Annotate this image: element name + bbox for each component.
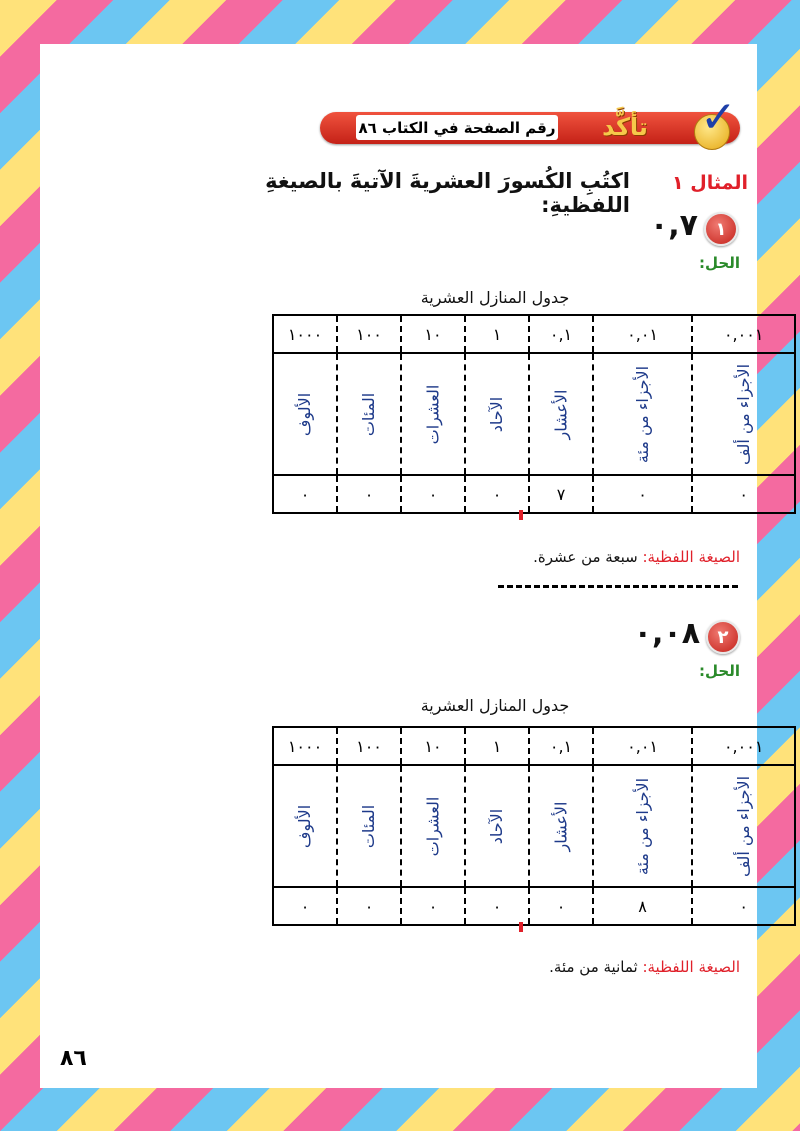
header-cell: ١٠٠٠ xyxy=(273,727,337,765)
header-cell: ٠,١ xyxy=(529,727,593,765)
problem-number-badge: ١ xyxy=(704,212,738,246)
place-value-table xyxy=(272,314,796,514)
place-name-cell xyxy=(529,765,593,887)
header-cell: ٠,٠١ xyxy=(593,315,692,353)
place-name-cell xyxy=(273,765,337,887)
place-name-cell xyxy=(337,765,401,887)
place-name-cell xyxy=(593,353,692,475)
place-name-cell xyxy=(593,765,692,887)
place-name-cell xyxy=(692,353,795,475)
word-form-label: الصيغة اللفظية: xyxy=(642,548,740,566)
solution-label: الحل: xyxy=(699,662,740,680)
digit-cell: ٠ xyxy=(593,475,692,513)
header-cell: ١٠٠ xyxy=(337,727,401,765)
header-cell: ١٠ xyxy=(401,727,465,765)
decimal-point-marker xyxy=(519,510,523,520)
word-form-label: الصيغة اللفظية: xyxy=(642,958,740,976)
digit-cell: ٠ xyxy=(401,887,465,925)
header-cell: ٠,٠١ xyxy=(593,727,692,765)
word-form-value: ثمانية من مئة. xyxy=(549,958,638,976)
problem-value: ٠,٧ xyxy=(649,208,698,243)
digit-cell: ٠ xyxy=(465,887,529,925)
word-form-line xyxy=(400,958,740,976)
digit-cell: ٠ xyxy=(692,887,795,925)
place-name: العشرات xyxy=(423,796,443,856)
brand-title: تأكَّد xyxy=(602,113,648,141)
digit-cell: ٠ xyxy=(300,896,310,916)
decimal-point-marker xyxy=(519,922,523,932)
place-name-cell xyxy=(465,765,529,887)
digit-cell: ٠ xyxy=(300,484,310,504)
problem-value: ٠,٠٨ xyxy=(633,616,700,651)
header-cell: ٠,٠٠١ xyxy=(692,727,795,765)
digit-cell: ٠ xyxy=(401,475,465,513)
place-name: الآحاد xyxy=(487,396,507,432)
place-name: الأجزاء من ألف xyxy=(734,775,754,877)
header-cell: ١ xyxy=(465,727,529,765)
word-form-value: سبعة من عشرة. xyxy=(533,548,638,566)
place-name: الأعشار xyxy=(551,801,571,851)
digit-cell: ٧ xyxy=(529,475,593,513)
digit-cell: ٠ xyxy=(337,475,401,513)
place-name: العشرات xyxy=(423,384,443,444)
place-name: الآحاد xyxy=(487,808,507,844)
page-reference: رقم الصفحة في الكتاب ٨٦ xyxy=(356,115,558,140)
digit-cell: ٠ xyxy=(529,887,593,925)
header-cell: ١٠٠ xyxy=(337,315,401,353)
example-label: المثال ١ xyxy=(672,172,748,194)
checkmark-icon: ✓ xyxy=(700,92,737,143)
place-name-cell xyxy=(401,353,465,475)
header-cell: ١ xyxy=(465,315,529,353)
header-cell: ١٠٠٠ xyxy=(273,315,337,353)
word-form-line xyxy=(400,548,740,566)
header-cell: ٠,٠٠١ xyxy=(692,315,795,353)
place-name: المئات xyxy=(359,392,379,436)
place-name: الأجزاء من ألف xyxy=(734,363,754,465)
place-name: الألوف xyxy=(295,804,315,848)
problem-number-badge: ٢ xyxy=(706,620,740,654)
section-divider xyxy=(498,585,738,588)
place-name: المئات xyxy=(359,804,379,848)
header-cell: ١٠ xyxy=(401,315,465,353)
digit-cell: ٠ xyxy=(465,475,529,513)
place-name-cell xyxy=(401,765,465,887)
solution-label: الحل: xyxy=(699,254,740,272)
place-name: الأجزاء من مئة xyxy=(633,365,653,463)
digit-cell: ٨ xyxy=(593,887,692,925)
place-name-cell xyxy=(692,765,795,887)
digit-cell: ٠ xyxy=(337,887,401,925)
place-name-cell xyxy=(337,353,401,475)
table-title: جدول المنازل العشرية xyxy=(420,696,570,715)
place-name: الألوف xyxy=(295,392,315,436)
place-name: الأجزاء من مئة xyxy=(633,777,653,875)
place-name-cell xyxy=(465,353,529,475)
place-name-cell xyxy=(529,353,593,475)
page-number: ٨٦ xyxy=(60,1046,87,1071)
example-instruction: اكتُبِ الكُسورَ العشريةَ الآتيةَ بالصيغةِ اللفظيةِ: xyxy=(265,169,630,217)
place-value-table xyxy=(272,726,796,926)
digit-cell: ٠ xyxy=(692,475,795,513)
place-name-cell xyxy=(273,353,337,475)
place-name: الأعشار xyxy=(551,389,571,439)
header-cell: ٠,١ xyxy=(529,315,593,353)
table-title: جدول المنازل العشرية xyxy=(420,288,570,307)
